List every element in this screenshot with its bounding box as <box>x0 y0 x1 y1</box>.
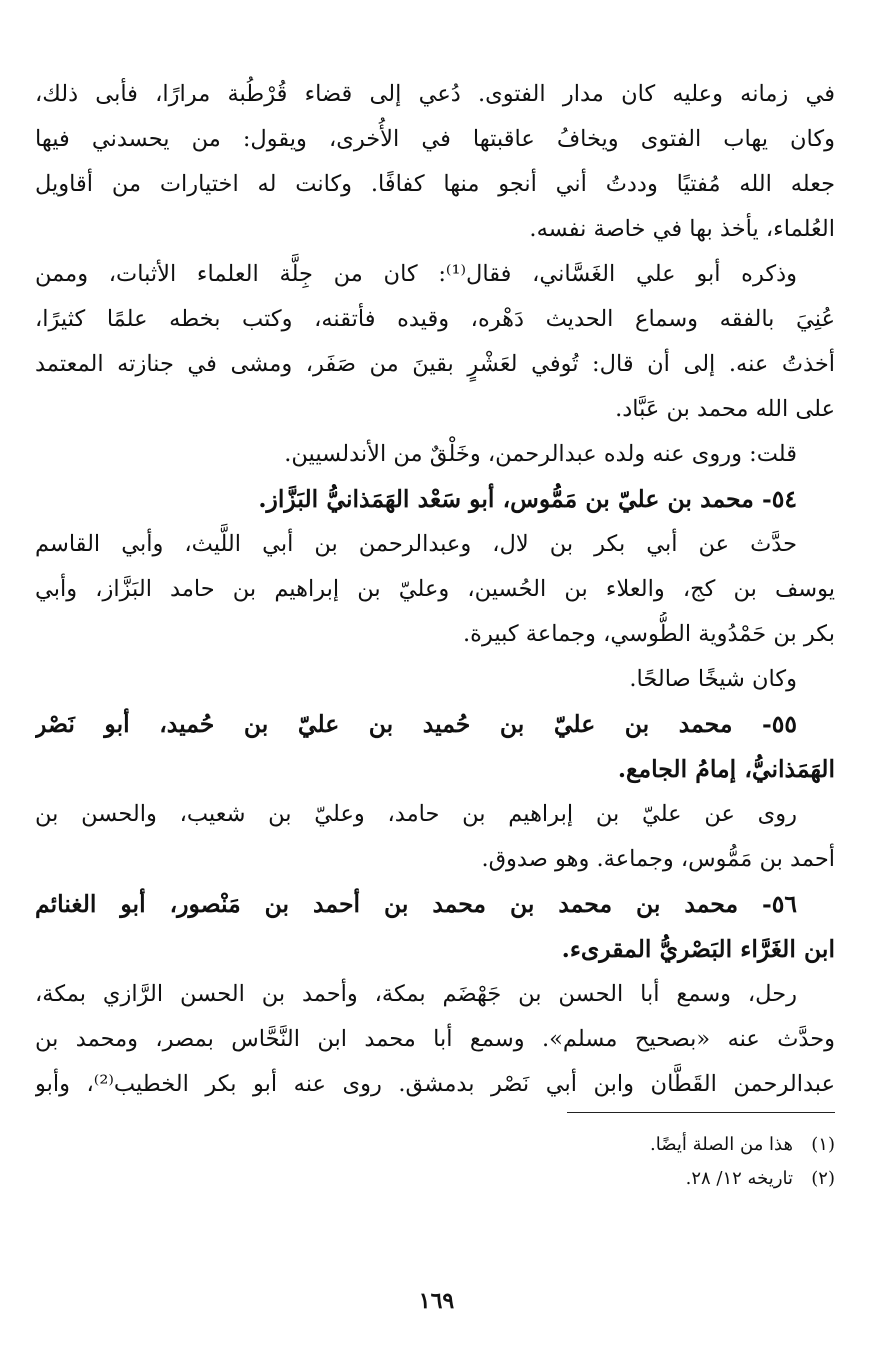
text-line-18: أحمد بن مَمُّوس، وجماعة. وهو صدوق. <box>481 846 835 872</box>
text-line-14: وكان شيخًا صالحًا. <box>629 666 797 692</box>
footnote-text: تاريخه ١٢/ ٢٨. <box>685 1168 793 1189</box>
page-number: ١٦٩ <box>418 1288 455 1314</box>
footnotes <box>335 1128 835 1196</box>
text-line-1: في زمانه وعليه كان مدار الفتوى. دُعي إلى قضاء قُرْطُبة مرارًا، فأبى ذلك، <box>35 81 835 107</box>
text-line-22: وحدَّث عنه «بصحيح مسلم». وسمع أبا محمد ابن النَّحَّاس بمصر، ومحمد بن <box>35 1026 835 1052</box>
entry-heading-56: ٥٦- محمد بن محمد بن محمد بن أحمد بن مَنْصور، أبو الغنائم <box>35 890 797 918</box>
text-line-12: يوسف بن كج، والعلاء بن الحُسين، وعليّ بن إبراهيم بن حامد البَزَّاز، وأبي <box>35 576 835 602</box>
text-line-3: جعله الله مُفتيًا وددتُ أني أنجو منها كفافًا. وكانت له اختيارات من أقاويل <box>35 171 835 197</box>
text-line-8: على الله محمد بن عَبَّاد. <box>615 396 835 422</box>
footnote-1 <box>335 1128 835 1162</box>
footnote-2 <box>335 1162 835 1196</box>
text-line-5: وذكره أبو علي الغَسَّاني، فقال⁽¹⁾: كان من جِلَّة العلماء الأثبات، وممن <box>35 261 797 287</box>
text-line-21: رحل، وسمع أبا الحسن بن جَهْضَم بمكة، وأحمد بن الحسن الرَّازي بمكة، <box>35 981 797 1007</box>
text-line-11: حدَّث عن أبي بكر بن لال، وعبدالرحمن بن أبي اللَّيث، وأبي القاسم <box>35 531 797 557</box>
footnote-number: (٢) <box>811 1168 835 1189</box>
entry-heading-56-cont: ابن الغَرَّاء البَصْريُّ المقرىء. <box>561 935 835 963</box>
text-line-2: وكان يهاب الفتوى ويخافُ عاقبتها في الأُخرى، ويقول: من يحسدني فيها <box>35 126 835 152</box>
text-line-13: بكر بن حَمْدُوية الطُّوسي، وجماعة كبيرة. <box>463 621 835 647</box>
page-body <box>35 72 835 1107</box>
entry-heading-55: ٥٥- محمد بن عليّ بن حُميد بن عليّ بن حُميد، أبو نَصْر <box>35 710 797 738</box>
entry-heading-54: ٥٤- محمد بن عليّ بن مَمُّوس، أبو سَعْد الهَمَذانيُّ البَزَّاز. <box>258 485 797 513</box>
footnote-text: هذا من الصلة أيضًا. <box>650 1134 793 1155</box>
entry-heading-55-cont: الهَمَذانيُّ، إمامُ الجامع. <box>617 755 835 783</box>
text-line-7: أخذتُ عنه. إلى أن قال: تُوفي لعَشْرٍ بقينَ من صَفَر، ومشى في جنازته المعتمد <box>35 351 835 377</box>
text-line-6: عُنِيَ بالفقه وسماع الحديث دَهْره، وقيده فأتقنه، وكتب بخطه علمًا كثيرًا، <box>35 306 835 332</box>
footnote-divider <box>567 1112 835 1113</box>
text-line-4: العُلماء، يأخذ بها في خاصة نفسه. <box>529 216 835 242</box>
text-line-23: عبدالرحمن القَطَّان وابن أبي نَصْر بدمشق. روى عنه أبو بكر الخطيب⁽²⁾، وأبو <box>35 1071 835 1097</box>
text-line-9: قلت: وروى عنه ولده عبدالرحمن، وخَلْقٌ من الأندلسيين. <box>284 441 797 467</box>
text-line-17: روى عن عليّ بن إبراهيم بن حامد، وعليّ بن شعيب، والحسن بن <box>35 801 797 827</box>
footnote-number: (١) <box>811 1134 835 1155</box>
